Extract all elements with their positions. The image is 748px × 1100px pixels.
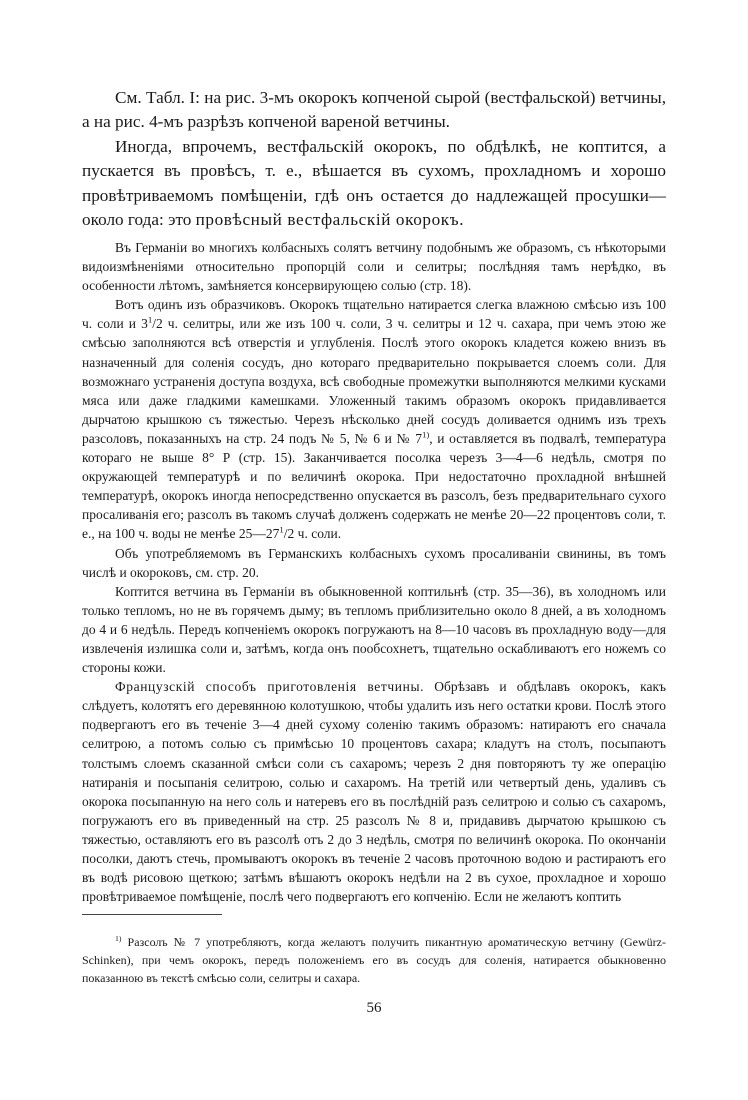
term-westphalian-ham: провѣсный вестфальскій окорокъ	[195, 210, 460, 230]
footnote-text: Разсолъ № 7 употребляютъ, когда желаютъ получить пикантную ароматическую ветчину (Gewürz-Schinken), при чемъ окорокъ, передъ положеніемъ его въ сосудъ для соленія, натирается обыкновенно показанною въ текстѣ смѣсью соли, селитры и сахара.	[82, 935, 666, 985]
paragraph-example: Вотъ одинъ изъ образчиковъ. Окорокъ тщательно натирается слегка влажною смѣсью изъ 100 ч. соли и $3^1/2$ ч. селитры, или же изъ 100 ч. соли, 3 ч. селитры и 12 ч. сахара, при чемъ этою же смѣсью заполняются всѣ отверстія и углубленія. Послѣ этого окорокъ кладется кожею внизъ въ назначенный для соленія сосудъ, дно котораго предварительно покрывается слоемъ соли. Для возможнаго устраненія доступа воздуха, всѣ свободные промежутки выполняются мелкими кусками мяса или даже гладкими камешками. Уложенный такимъ образомъ окорокъ придавливается дырчатою крышкою съ тяжестью. Черезъ нѣсколько дней сосудъ доливается однимъ изъ трехъ разсоловъ, показанныхъ на стр. 24 подъ № 5, № 6 и № 7$^{1)}$, и оставляется въ подвалѣ, температура котораго не выше 8° Р (стр. 15). Заканчивается посолка черезъ 3—4—6 недѣль, смотря по окружающей температурѣ и по величинѣ окорока. При недостаточно прохладной внѣшней температурѣ, окорокъ иногда непосредственно опускается въ разсолъ, безъ предварительнаго сухого просаливанія его; разсолъ въ такомъ случаѣ долженъ содержать не менѣе 20—22 процентовъ соли, т. е., на 100 ч. воды не менѣе $25—27^1/2$ ч. соли.	[82, 297, 666, 542]
intro-section	[82, 86, 666, 232]
footnote-mark: 1)	[115, 934, 122, 943]
footnote-divider	[82, 914, 222, 915]
page-number: 56	[366, 1000, 382, 1016]
footnote	[82, 934, 666, 987]
paragraph-dry-salting: Объ употребляемомъ въ Германскихъ колбасныхъ сухомъ просаливаніи свинины, въ томъ числѣ и окороковъ, см. стр. 20.	[82, 545, 666, 580]
intro-paragraph-westphalian: Иногда, впрочемъ, вестфальскій окорокъ, по обдѣлкѣ, не коптится, а пускается въ провѣсъ, т. е., вѣшается въ сухомъ, прохладномъ и хорошо провѣтриваемомъ помѣщеніи, гдѣ онъ остается до надлежащей просушки— около года: это провѣсный вестфальскій окорокъ.	[82, 136, 666, 230]
intro-paragraph-figures: См. Табл. I: на рис. 3-мъ окорокъ копченой сырой (вестфальской) ветчины, а на рис. 4-мъ разрѣзъ копченой вареной ветчины.	[82, 88, 666, 132]
paragraph-smoking: Коптится ветчина въ Германіи въ обыкновенной коптильнѣ (стр. 35—36), въ холодномъ или только тепломъ, но не въ горячемъ дыму; въ тепломъ приблизительно около 8 дней, а въ холодномъ до 4 и 6 недѣль. Передъ копченіемъ окорокъ погружаютъ на 8—10 часовъ въ прохладную воду—для извлеченія излишка соли и, затѣмъ, когда онъ пообсохнетъ, тщательно оскабливаютъ его ножемъ со стороны кожи.	[82, 583, 666, 676]
paragraph-germany: Въ Германіи во многихъ колбасныхъ солятъ ветчину подобнымъ же образомъ, съ нѣкоторыми видоизмѣненіями относительно пропорцій соли и селитры; послѣдняя тамъ нерѣдко, въ особенности лѣтомъ, замѣняется консервирующею солью (стр. 18).	[82, 240, 666, 294]
heading-french-method: Французскій способъ приготовленія ветчины.	[115, 679, 425, 695]
main-text	[82, 238, 666, 906]
paragraph-french-method: Французскій способъ приготовленія ветчины. Обрѣзавъ и обдѣлавъ окорокъ, какъ слѣдуетъ, колотятъ его деревянною колотушкою, чтобы удалить изъ него остатки крови. Послѣ этого подвергаютъ его въ теченіе 3—4 дней сухому соленію такимъ образомъ: натираютъ его сначала селитрою, а потомъ солью съ примѣсью 10 процентовъ сахара; кладутъ на столъ, посыпаютъ толстымъ слоемъ сказанной смѣси соли съ сахаромъ; черезъ 2 дня повторяютъ ту же операцію натиранія и посыпанія селитрою, солью и сахаромъ. На третій или четвертый день, удаливъ съ окорока посыпанную на него соль и натеревъ его въ послѣдній разъ селитрою и солью съ сахаромъ, погружаютъ его въ приведенный на стр. 25 разсолъ № 8 и, придавивъ дырчатою крышкою съ тяжестью, оставляютъ его въ разсолѣ отъ 2 до 3 недѣль, смотря по величинѣ окорока. По окончаніи посолки, даютъ стечь, промываютъ окорокъ въ теченіе 2 часовъ проточною водою и растираютъ его въ водѣ рисовою щеткою; затѣмъ вѣшаютъ окорокъ недѣли на 2 въ сухое, прохладное и хорошо провѣтриваемое помѣщеніе, послѣ чего подвергаютъ его копченію. Если не желаютъ коптить	[82, 679, 666, 905]
footnote-reference[interactable]: 1)	[421, 429, 430, 440]
